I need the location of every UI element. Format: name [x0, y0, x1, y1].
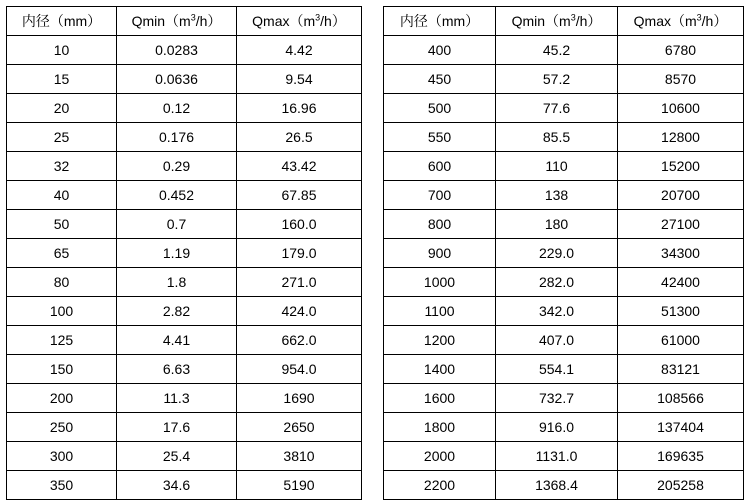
cell-qmax: 67.85 [237, 181, 362, 210]
table-row [384, 65, 744, 94]
column-header-qmin [496, 7, 618, 36]
cell-qmax: 83121 [618, 355, 744, 384]
table-row [384, 94, 744, 123]
table-row [384, 123, 744, 152]
cell-inner-diameter: 25 [7, 123, 117, 152]
cell-inner-diameter: 550 [384, 123, 496, 152]
header-row [384, 7, 744, 36]
cell-qmax: 5190 [237, 471, 362, 500]
cell-inner-diameter: 20 [7, 94, 117, 123]
table-row [7, 413, 362, 442]
cell-qmax: 8570 [618, 65, 744, 94]
cell-qmin: 0.29 [117, 152, 237, 181]
cell-qmax: 4.42 [237, 36, 362, 65]
header-unit-tail: /h） [701, 13, 728, 29]
header-unit-tail: /h） [320, 13, 346, 29]
cell-qmin: 229.0 [496, 239, 618, 268]
cell-inner-diameter: 700 [384, 181, 496, 210]
table-row [7, 326, 362, 355]
cell-inner-diameter: 40 [7, 181, 117, 210]
cell-qmin: 110 [496, 152, 618, 181]
cell-inner-diameter: 150 [7, 355, 117, 384]
cell-inner-diameter: 1400 [384, 355, 496, 384]
table-row [384, 384, 744, 413]
header-unit: （mm） [49, 13, 102, 29]
column-header-qmax [237, 7, 362, 36]
cell-qmax: 108566 [618, 384, 744, 413]
cell-qmax: 42400 [618, 268, 744, 297]
cell-qmin: 1.19 [117, 239, 237, 268]
cell-qmin: 45.2 [496, 36, 618, 65]
cell-qmin: 57.2 [496, 65, 618, 94]
cell-qmax: 1690 [237, 384, 362, 413]
cell-qmin: 34.6 [117, 471, 237, 500]
cell-qmin: 11.3 [117, 384, 237, 413]
cell-inner-diameter: 200 [7, 384, 117, 413]
column-header-qmax [618, 7, 744, 36]
cell-qmax: 43.42 [237, 152, 362, 181]
cell-qmax: 271.0 [237, 268, 362, 297]
header-label: Qmin [511, 13, 546, 29]
header-unit: （m [289, 13, 316, 29]
table-row [7, 471, 362, 500]
cell-qmax: 15200 [618, 152, 744, 181]
cell-qmin: 77.6 [496, 94, 618, 123]
table-row [384, 442, 744, 471]
cell-qmax: 169635 [618, 442, 744, 471]
header-unit: （m [545, 13, 571, 29]
header-unit: （mm） [427, 13, 480, 29]
cell-inner-diameter: 1100 [384, 297, 496, 326]
table-row [7, 181, 362, 210]
table-header [384, 7, 744, 36]
cell-qmin: 17.6 [117, 413, 237, 442]
cell-inner-diameter: 10 [7, 36, 117, 65]
cell-inner-diameter: 800 [384, 210, 496, 239]
cell-inner-diameter: 2200 [384, 471, 496, 500]
cell-inner-diameter: 125 [7, 326, 117, 355]
table-row [7, 268, 362, 297]
cell-inner-diameter: 1200 [384, 326, 496, 355]
table-row [7, 36, 362, 65]
cell-qmax: 424.0 [237, 297, 362, 326]
table-row [384, 239, 744, 268]
table-row [7, 355, 362, 384]
cell-qmin: 25.4 [117, 442, 237, 471]
cell-inner-diameter: 250 [7, 413, 117, 442]
cell-qmin: 6.63 [117, 355, 237, 384]
cell-qmax: 34300 [618, 239, 744, 268]
cell-qmax: 51300 [618, 297, 744, 326]
cell-qmin: 0.0283 [117, 36, 237, 65]
table-row [7, 94, 362, 123]
cell-inner-diameter: 80 [7, 268, 117, 297]
table-row [384, 326, 744, 355]
cell-qmin: 2.82 [117, 297, 237, 326]
table-row [7, 384, 362, 413]
cell-qmax: 20700 [618, 181, 744, 210]
flow-range-table-small-diameters [6, 6, 362, 500]
header-label: 内径 [21, 13, 50, 29]
cell-qmax: 3810 [237, 442, 362, 471]
cell-qmin: 85.5 [496, 123, 618, 152]
cell-inner-diameter: 300 [7, 442, 117, 471]
flow-range-table-large-diameters [383, 6, 744, 500]
cell-qmin: 180 [496, 210, 618, 239]
table-row [384, 355, 744, 384]
cell-inner-diameter: 600 [384, 152, 496, 181]
table-row [7, 210, 362, 239]
cell-qmin: 0.452 [117, 181, 237, 210]
cell-qmax: 160.0 [237, 210, 362, 239]
header-row [7, 7, 362, 36]
cell-qmin: 342.0 [496, 297, 618, 326]
cell-inner-diameter: 32 [7, 152, 117, 181]
table-row [7, 442, 362, 471]
cell-qmin: 407.0 [496, 326, 618, 355]
cell-qmax: 662.0 [237, 326, 362, 355]
cell-qmin: 554.1 [496, 355, 618, 384]
cell-qmin: 1368.4 [496, 471, 618, 500]
cell-inner-diameter: 1800 [384, 413, 496, 442]
table-row [384, 181, 744, 210]
header-unit: （m [670, 13, 697, 29]
cell-qmin: 732.7 [496, 384, 618, 413]
cell-qmin: 0.176 [117, 123, 237, 152]
table-row [384, 471, 744, 500]
cell-qmax: 205258 [618, 471, 744, 500]
table-header [7, 7, 362, 36]
table-row [384, 36, 744, 65]
header-unit-exponent: 3 [696, 12, 702, 23]
cell-qmax: 179.0 [237, 239, 362, 268]
cell-inner-diameter: 1000 [384, 268, 496, 297]
header-label: Qmax [633, 13, 671, 29]
cell-qmax: 26.5 [237, 123, 362, 152]
table-row [384, 413, 744, 442]
header-unit-exponent: 3 [570, 12, 576, 23]
table-body [7, 36, 362, 500]
cell-qmin: 0.7 [117, 210, 237, 239]
cell-qmax: 6780 [618, 36, 744, 65]
table-row [384, 268, 744, 297]
table-row [7, 297, 362, 326]
cell-inner-diameter: 65 [7, 239, 117, 268]
table-row [7, 123, 362, 152]
cell-qmax: 2650 [237, 413, 362, 442]
header-unit-exponent: 3 [315, 12, 321, 23]
cell-qmax: 137404 [618, 413, 744, 442]
cell-inner-diameter: 400 [384, 36, 496, 65]
cell-qmax: 61000 [618, 326, 744, 355]
header-label: Qmin [131, 13, 166, 29]
cell-qmin: 1131.0 [496, 442, 618, 471]
cell-qmin: 916.0 [496, 413, 618, 442]
table-row [7, 239, 362, 268]
cell-inner-diameter: 500 [384, 94, 496, 123]
header-unit-tail: /h） [575, 13, 602, 29]
cell-inner-diameter: 100 [7, 297, 117, 326]
cell-inner-diameter: 350 [7, 471, 117, 500]
cell-inner-diameter: 15 [7, 65, 117, 94]
cell-qmax: 9.54 [237, 65, 362, 94]
cell-qmin: 4.41 [117, 326, 237, 355]
cell-qmax: 12800 [618, 123, 744, 152]
cell-inner-diameter: 2000 [384, 442, 496, 471]
header-label: 内径 [399, 13, 428, 29]
cell-qmin: 1.8 [117, 268, 237, 297]
header-unit: （m [165, 13, 191, 29]
header-label: Qmax [252, 13, 290, 29]
table-body [384, 36, 744, 500]
cell-qmin: 0.12 [117, 94, 237, 123]
cell-qmax: 954.0 [237, 355, 362, 384]
column-header-qmin [117, 7, 237, 36]
column-header-inner-diameter [384, 7, 496, 36]
cell-qmin: 282.0 [496, 268, 618, 297]
cell-qmin: 0.0636 [117, 65, 237, 94]
table-row [7, 65, 362, 94]
table-row [7, 152, 362, 181]
column-header-inner-diameter [7, 7, 117, 36]
cell-inner-diameter: 1600 [384, 384, 496, 413]
table-row [384, 297, 744, 326]
cell-qmax: 10600 [618, 94, 744, 123]
table-row [384, 152, 744, 181]
header-unit-exponent: 3 [190, 12, 196, 23]
cell-qmin: 138 [496, 181, 618, 210]
header-unit-tail: /h） [195, 13, 222, 29]
cell-inner-diameter: 450 [384, 65, 496, 94]
cell-inner-diameter: 900 [384, 239, 496, 268]
table-row [384, 210, 744, 239]
cell-inner-diameter: 50 [7, 210, 117, 239]
cell-qmax: 16.96 [237, 94, 362, 123]
cell-qmax: 27100 [618, 210, 744, 239]
